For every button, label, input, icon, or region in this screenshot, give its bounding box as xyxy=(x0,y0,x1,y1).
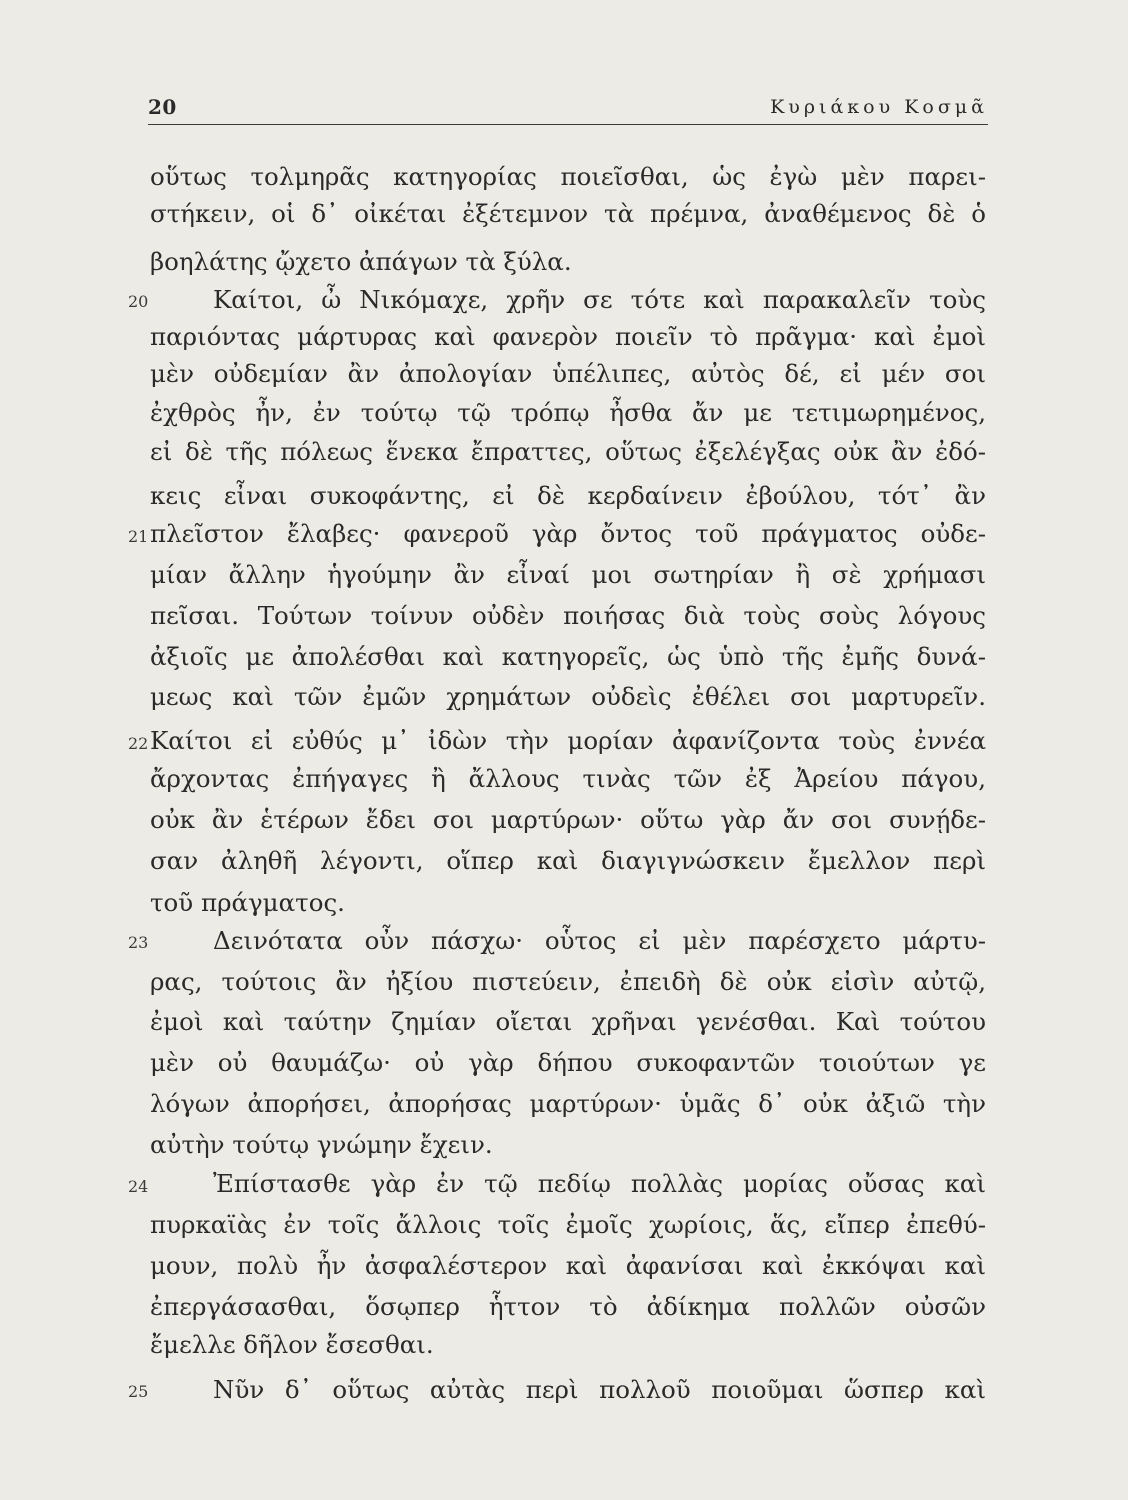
running-head: Κυριάκου Κοσμᾶ xyxy=(770,96,988,118)
text-line: πεῖσαι. Τούτων τοίνυν οὐδὲν ποιήσας διὰ τοὺς σοὺς λόγους xyxy=(150,601,986,630)
text-line: πλεῖστον ἔλαβες· φανεροῦ γὰρ ὄντος τοῦ πράγματος οὐδε- xyxy=(150,519,986,548)
text-line: εἰ δὲ τῆς πόλεως ἕνεκα ἔπραττες, οὕτως ἐξελέγξας οὐκ ἂν ἐδό- xyxy=(150,437,986,466)
text-line: Νῦν δ᾽ οὕτως αὐτὰς περὶ πολλοῦ ποιοῦμαι ὥσπερ καὶ xyxy=(213,1375,986,1404)
text-line: Καίτοι εἰ εὐθύς μ᾽ ἰδὼν τὴν μορίαν ἀφανίζοντα τοὺς ἐννέα xyxy=(150,726,986,755)
text-line: στήκειν, οἱ δ᾽ οἰκέται ἐξέτεμνον τὰ πρέμνα, ἀναθέμενος δὲ ὁ xyxy=(150,199,986,228)
text-line: ἔμελλε δῆλον ἔσεσθαι. xyxy=(150,1330,434,1359)
text-line: μίαν ἄλλην ἡγούμην ἂν εἶναί μοι σωτηρίαν ἢ σὲ χρήμασι xyxy=(150,560,986,589)
text-line: ἐπεργάσασθαι, ὅσῳπερ ἧττον τὸ ἀδίκημα πολλῶν οὐσῶν xyxy=(150,1292,986,1321)
text-line: ἐχθρὸς ἦν, ἐν τούτῳ τῷ τρόπῳ ἦσθα ἄν με τετιμωρημένος, xyxy=(150,398,986,427)
text-line: τοῦ πράγματος. xyxy=(150,888,345,917)
text-line: ἀξιοῖς με ἀπολέσθαι καὶ κατηγορεῖς, ὡς ὑπὸ τῆς ἐμῆς δυνά- xyxy=(150,642,986,671)
text-line: παριόντας μάρτυρας καὶ φανερὸν ποιεῖν τὸ πρᾶγμα· καὶ ἐμοὶ xyxy=(150,322,986,351)
text-line: βοηλάτης ᾤχετο ἀπάγων τὰ ξύλα. xyxy=(150,247,572,276)
section-number: 21 xyxy=(128,527,149,546)
text-line: μὲν οὐ θαυμάζω· οὐ γὰρ δήπου συκοφαντῶν τοιούτων γε xyxy=(150,1048,986,1077)
header-rule xyxy=(148,124,988,125)
text-line: αὐτὴν τούτῳ γνώμην ἔχειν. xyxy=(150,1130,493,1159)
section-number: 23 xyxy=(128,933,149,952)
page-number: 20 xyxy=(148,95,177,119)
section-number: 24 xyxy=(128,1177,149,1196)
text-line: μουν, πολὺ ἦν ἀσφαλέστερον καὶ ἀφανίσαι καὶ ἐκκόψαι καὶ xyxy=(150,1251,986,1280)
text-line: ἄρχοντας ἐπήγαγες ἢ ἄλλους τινὰς τῶν ἐξ Ἀρείου πάγου, xyxy=(150,764,986,793)
section-number: 20 xyxy=(128,292,149,311)
text-line: λόγων ἀπορήσει, ἀπορήσας μαρτύρων· ὑμᾶς δ᾽ οὐκ ἀξιῶ τὴν xyxy=(150,1089,986,1118)
text-line: μεως καὶ τῶν ἐμῶν χρημάτων οὐδεὶς ἐθέλει σοι μαρτυρεῖν. xyxy=(150,682,986,711)
section-number: 22 xyxy=(128,734,149,753)
text-line: σαν ἀληθῆ λέγοντι, οἵπερ καὶ διαγιγνώσκειν ἔμελλον περὶ xyxy=(150,846,986,875)
text-line: μὲν οὐδεμίαν ἂν ἀπολογίαν ὑπέλιπες, αὐτὸς δέ, εἰ μέν σοι xyxy=(150,359,986,388)
section-number: 25 xyxy=(128,1382,149,1401)
text-line: ἐμοὶ καὶ ταύτην ζημίαν οἴεται χρῆναι γενέσθαι. Καὶ τούτου xyxy=(150,1007,986,1036)
text-line: Ἐπίστασθε γὰρ ἐν τῷ πεδίῳ πολλὰς μορίας οὔσας καὶ xyxy=(213,1169,986,1198)
text-line: οὐκ ἂν ἑτέρων ἔδει σοι μαρτύρων· οὕτω γὰρ ἄν σοι συνῄδε- xyxy=(150,805,986,834)
text-line: πυρκαϊὰς ἐν τοῖς ἄλλοις τοῖς ἐμοῖς χωρίοις, ἅς, εἴπερ ἐπεθύ- xyxy=(150,1210,986,1239)
text-line: οὕτως τολμηρᾶς κατηγορίας ποιεῖσθαι, ὡς ἐγὼ μὲν παρει- xyxy=(150,162,986,191)
text-line: κεις εἶναι συκοφάντης, εἰ δὲ κερδαίνειν ἐβούλου, τότ᾽ ἂν xyxy=(150,481,986,510)
text-line: ρας, τούτοις ἂν ἠξίου πιστεύειν, ἐπειδὴ δὲ οὐκ εἰσὶν αὐτῷ, xyxy=(150,967,986,996)
text-line: Δεινότατα οὖν πάσχω· οὗτος εἰ μὲν παρέσχετο μάρτυ- xyxy=(213,926,986,955)
text-line: Καίτοι, ὦ Νικόμαχε, χρῆν σε τότε καὶ παρακαλεῖν τοὺς xyxy=(213,285,986,314)
